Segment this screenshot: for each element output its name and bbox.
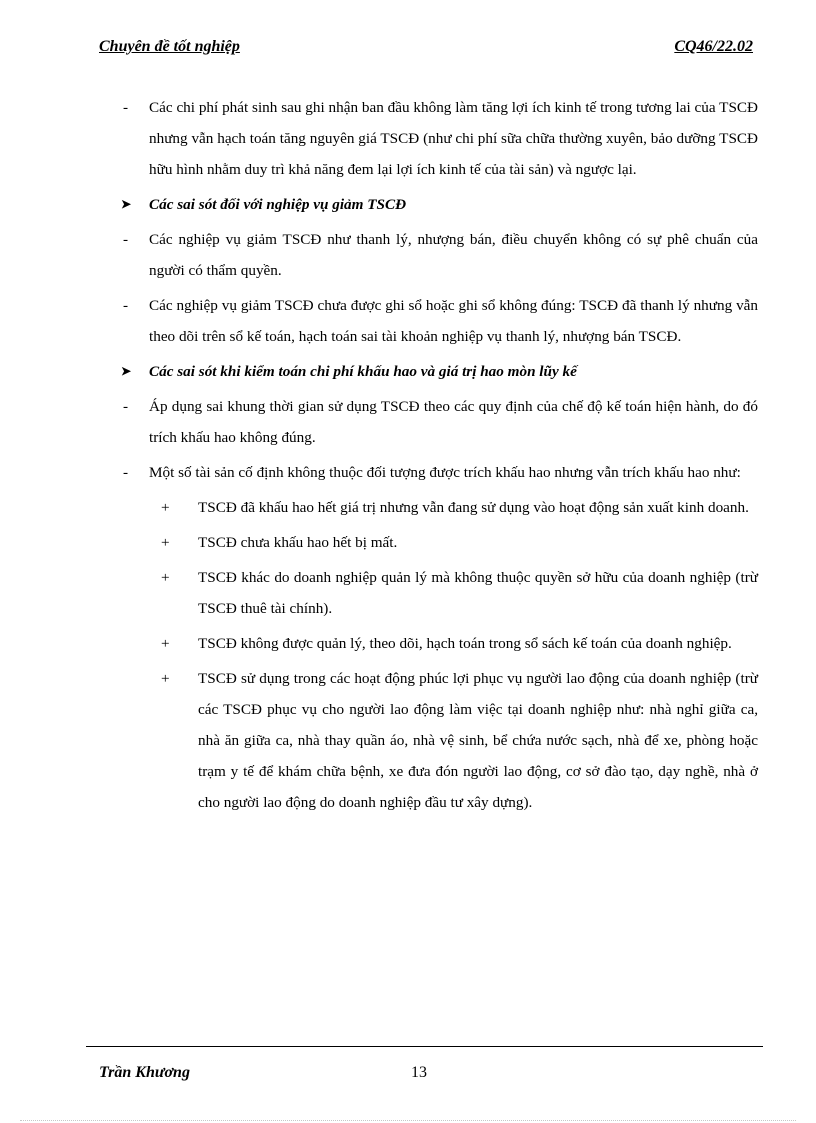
section-heading-depreciation-errors	[118, 356, 758, 387]
paragraph-text: Áp dụng sai khung thời gian sử dụng TSCĐ theo các quy định của chế độ kế toán hiện hành, do đó trích khấu hao không đúng.	[149, 398, 758, 446]
footer-author: Trần Khương	[99, 1064, 190, 1081]
paragraph-unapproved-disposal	[118, 224, 758, 286]
list-item-text: TSCĐ khác do doanh nghiệp quản lý mà không thuộc quyền sở hữu của doanh nghiệp (trừ TSCĐ thuê tài chính).	[198, 569, 758, 617]
paragraph-text: Các nghiệp vụ giảm TSCĐ như thanh lý, nhượng bán, điều chuyển không có sự phê chuẩn của người có thẩm quyền.	[149, 231, 758, 279]
dash-bullet: -	[123, 297, 129, 314]
dash-bullet: -	[123, 231, 129, 248]
arrow-bullet-icon: ➤	[121, 197, 132, 211]
dash-bullet: -	[123, 464, 129, 481]
plus-bullet: +	[161, 670, 170, 687]
plus-bullet: +	[161, 499, 170, 516]
list-item-not-owned	[118, 562, 758, 624]
paragraph-unrecorded-disposal	[118, 290, 758, 352]
paragraph-ineligible-assets	[118, 457, 758, 488]
list-item-text: TSCĐ đã khấu hao hết giá trị nhưng vẫn đang sử dụng vào hoạt động sản xuất kinh doanh.	[198, 499, 749, 516]
page-bottom-border	[20, 1120, 796, 1121]
list-item-text: TSCĐ không được quản lý, theo dõi, hạch toán trong sổ sách kế toán của doanh nghiệp.	[198, 635, 732, 652]
page-number: 13	[411, 1064, 427, 1081]
header-code: CQ46/22.02	[674, 38, 753, 55]
paragraph-wrong-useful-life	[118, 391, 758, 453]
header-title: Chuyên đề tốt nghiệp	[99, 38, 240, 55]
list-item-text: TSCĐ sử dụng trong các hoạt động phúc lợi phục vụ người lao động của doanh nghiệp (trừ các TSCĐ phục vụ cho người lao động làm việc tại doanh nghiệp như: nhà nghỉ giữa ca, nhà ăn giữa ca, nhà thay quần áo, nhà vệ sinh, bể chứa nước sạch, nhà để xe, phòng hoặc trạm y tế để khám chữa bệnh, xe đưa đón người lao động, cơ sở đào tạo, dạy nghề, nhà ở cho người lao động do doanh nghiệp đầu tư xây dựng).	[198, 670, 758, 811]
list-item-welfare-assets	[118, 663, 758, 818]
paragraph-text: Một số tài sản cố định không thuộc đối tượng được trích khấu hao nhưng vẫn trích khấu hao như:	[149, 464, 741, 481]
plus-bullet: +	[161, 569, 170, 586]
section-heading-text: Các sai sót đối với nghiệp vụ giảm TSCĐ	[149, 196, 407, 213]
arrow-bullet-icon: ➤	[121, 364, 132, 378]
plus-bullet: +	[161, 635, 170, 652]
document-body	[118, 92, 758, 822]
section-heading-text: Các sai sót khi kiểm toán chi phí khấu hao và giá trị hao mòn lũy kế	[149, 363, 577, 380]
section-heading-decrease-errors	[118, 189, 758, 220]
list-item-text: TSCĐ chưa khấu hao hết bị mất.	[198, 534, 398, 551]
list-item-unmanaged	[118, 628, 758, 659]
paragraph-text: Các nghiệp vụ giảm TSCĐ chưa được ghi sổ hoặc ghi sổ không đúng: TSCĐ đã thanh lý nhưng vẫn theo dõi trên sổ kế toán, hạch toán sai tài khoản nghiệp vụ thanh lý, nhượng bán TSCĐ.	[149, 297, 758, 345]
plus-bullet: +	[161, 534, 170, 551]
footer-divider	[86, 1046, 763, 1047]
dash-bullet: -	[123, 398, 129, 415]
dash-bullet: -	[123, 99, 129, 116]
paragraph-subsequent-costs	[118, 92, 758, 185]
page-footer	[99, 1064, 739, 1082]
page-header	[99, 38, 753, 56]
paragraph-text: Các chi phí phát sinh sau ghi nhận ban đầu không làm tăng lợi ích kinh tế trong tương lai của TSCĐ nhưng vẫn hạch toán tăng nguyên giá TSCĐ (như chi phí sữa chữa thường xuyên, bảo dưỡng TSCĐ hữu hình nhằm duy trì khả năng đem lại lợi ích kinh tế của tài sản) và ngược lại.	[149, 99, 758, 178]
list-item-fully-depreciated	[118, 492, 758, 523]
list-item-lost-assets	[118, 527, 758, 558]
